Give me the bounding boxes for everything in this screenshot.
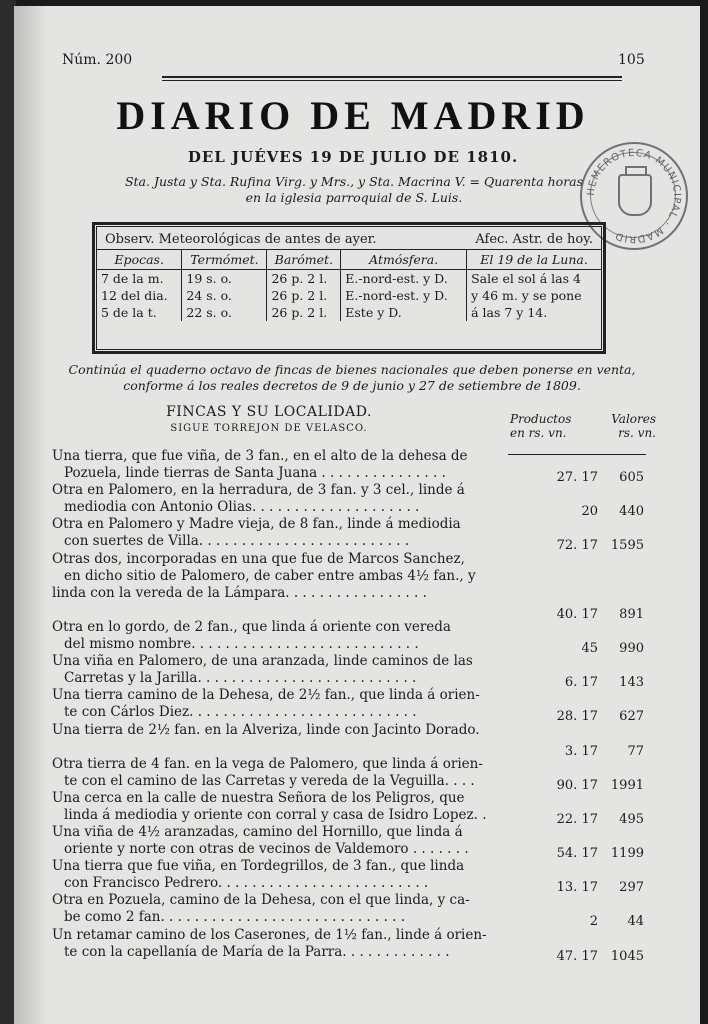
section-title: FINCAS Y SU LOCALIDAD. <box>166 404 372 420</box>
issue-number: Núm. 200 <box>62 52 133 68</box>
entry-valor-value: 1045 <box>610 948 644 964</box>
intro-paragraph <box>52 362 652 394</box>
atmosfera-cell: E.-nord-est. y D. E.-nord-est. y D. Este y D. <box>341 270 467 322</box>
property-list <box>52 448 652 964</box>
entry-text-line-1: Un retamar camino de los Caserones, de 1½ fan., linde á orien- <box>52 926 487 943</box>
entry-valor-value: 44 <box>627 914 644 930</box>
property-entry <box>52 858 652 896</box>
col-head-productos: Productos <box>510 412 572 426</box>
entry-text-line-2: en dicho sitio de Palomero, de caber entre ambas 4½ fan., y <box>64 567 476 584</box>
col-head-valores: Valores <box>611 412 656 426</box>
saints-of-the-day <box>64 174 644 206</box>
entry-text-line-1: Una tierra de 2½ fan. en la Alveriza, linde con Jacinto Dorado. <box>52 721 480 738</box>
entry-text-line-2: te con Cárlos Diez. . . . . . . . . . . . . . . . . . . . . . . . . . . <box>64 704 417 721</box>
entry-producto-value: 28. 17 <box>556 709 598 725</box>
property-entry <box>52 892 652 930</box>
intro-line-1: Continúa el quaderno octavo de fincas de bienes nacionales que deben ponerse en venta, <box>68 362 636 377</box>
entry-valor-value: 440 <box>619 504 644 520</box>
entry-valor-value: 77 <box>627 743 644 759</box>
col-atmosfera: Atmósfera. <box>341 250 467 270</box>
entry-valor-value: 891 <box>619 606 644 622</box>
page-number: 105 <box>618 52 645 68</box>
entry-valor-value: 1991 <box>610 777 644 793</box>
entry-text-line-2: linda á mediodia y oriente con corral y casa de Isidro Lopez. . <box>64 806 487 823</box>
entry-text-line-1: Otra en Pozuela, camino de la Dehesa, con el que linda, y ca- <box>52 892 470 909</box>
property-entry <box>52 789 652 827</box>
masthead-rule <box>162 76 622 81</box>
entry-producto-value: 90. 17 <box>556 777 598 793</box>
entry-producto-value: 47. 17 <box>556 948 598 964</box>
weather-box-heading <box>97 227 601 249</box>
property-entry <box>52 551 652 585</box>
entry-text-line-2: be como 2 fan. . . . . . . . . . . . . . . . . . . . . . . . . . . . . <box>64 909 406 926</box>
property-entry <box>52 721 652 759</box>
newspaper-title: DIARIO DE MADRID <box>116 93 590 138</box>
intro-line-2: conforme á los reales decretos de 9 de junio y 27 de setiembre de 1809. <box>123 378 581 393</box>
entry-valor-value: 1595 <box>610 538 644 554</box>
entry-text-line-2: Pozuela, linde tierras de Santa Juana . . . . . . . . . . . . . . . <box>64 465 446 481</box>
entry-producto-value: 40. 17 <box>556 606 598 622</box>
saints-line-2: en la iglesia parroquial de S. Luis. <box>245 190 463 205</box>
entry-valor-value: 297 <box>619 880 644 896</box>
entry-producto-value: 45 <box>581 640 598 656</box>
entry-producto-value: 13. 17 <box>556 880 598 896</box>
entry-producto-value: 3. 17 <box>564 743 598 759</box>
property-entry <box>52 824 652 862</box>
col-epocas: Epocas. <box>97 250 182 270</box>
col-head-valores-unit: rs. vn. <box>618 426 656 440</box>
entry-valor-value: 605 <box>619 470 644 485</box>
weather-heading-right: Afec. Astr. de hoy. <box>475 232 593 247</box>
entry-text-line-2: con Francisco Pedrero. . . . . . . . . . . . . . . . . . . . . . . . . <box>64 875 429 892</box>
entry-text-line-1: Otra tierra de 4 fan. en la vega de Palomero, que linda á orien- <box>52 755 483 772</box>
entry-producto-value: 6. 17 <box>564 675 598 691</box>
barometro-cell: 26 p. 2 l. 26 p. 2 l. 26 p. 2 l. <box>267 270 341 322</box>
entry-text-line-1: Una cerca en la calle de nuestra Señora de los Peligros, que <box>52 789 465 806</box>
value-column-headers <box>510 412 656 440</box>
entry-producto-value: 27. 17 <box>556 470 598 485</box>
entry-producto-value: 54. 17 <box>556 846 598 862</box>
entry-valor-value: 1199 <box>610 846 644 862</box>
entry-text-line-1: Otra en Palomero y Madre vieja, de 8 fan., linde á mediodia <box>52 516 461 533</box>
entry-text-line-1: Otras dos, incorporadas en una que fue de Marcos Sanchez, <box>52 550 465 567</box>
epocas-cell: 7 de la m. 12 del dia. 5 de la t. <box>101 271 168 320</box>
col-head-productos-unit: en rs. vn. <box>510 426 567 440</box>
property-entry <box>52 482 652 520</box>
property-entry <box>52 618 652 656</box>
entry-producto-value: 22. 17 <box>556 811 598 827</box>
col-barometro: Barómet. <box>267 250 341 270</box>
entry-text-line-1: Otra en lo gordo, de 2 fan., que linda á oriente con vereda <box>52 618 451 635</box>
page-gutter-shadow <box>14 6 48 1024</box>
entry-producto-value: 20 <box>581 504 598 520</box>
property-entry <box>52 584 652 622</box>
property-entry <box>52 755 652 793</box>
termometro-cell: 19 s. o. 24 s. o. 22 s. o. <box>182 270 267 322</box>
entry-text-line-1: linda con la vereda de la Lámpara. . . . . . . . . . . . . . . . . <box>52 584 427 601</box>
entry-producto-value: 2 <box>589 914 598 930</box>
entry-text-line-2: te con el camino de las Carretas y vereda de la Veguilla. . . . <box>64 772 475 789</box>
entry-valor-value: 143 <box>619 675 644 691</box>
entry-text-line-1: Una tierra que fue viña, en Tordegrillos, de 3 fan., que linda <box>52 858 465 875</box>
entry-text-line-2: con suertes de Villa. . . . . . . . . . . . . . . . . . . . . . . . . <box>64 533 410 550</box>
weather-table <box>97 249 601 321</box>
entry-valor-value: 495 <box>619 811 644 827</box>
entry-text-line-1: Otra en Palomero, en la herradura, de 3 fan. y 3 cel., linde á <box>52 482 465 499</box>
section-subtitle: SIGUE TORREJON DE VELASCO. <box>170 423 368 434</box>
property-entry <box>52 926 652 964</box>
entry-text-line-2: mediodia con Antonio Olias. . . . . . . . . . . . . . . . . . . . <box>64 499 420 516</box>
entry-text-line-1: Una viña en Palomero, de una aranzada, linde caminos de las <box>52 653 473 670</box>
luna-cell: Sale el sol á las 4 y 46 m. y se pone á las 7 y 14. <box>467 270 601 322</box>
entry-producto-value: 72. 17 <box>556 538 598 554</box>
saints-line-1: Sta. Justa y Sta. Rufina Virg. y Mrs., y Sta. Macrina V. = Quarenta horas <box>124 174 584 189</box>
entry-text-line-2: Carretas y la Jarilla. . . . . . . . . . . . . . . . . . . . . . . . . . <box>64 670 417 687</box>
entry-text-line-2: del mismo nombre. . . . . . . . . . . . . . . . . . . . . . . . . . . <box>64 635 419 652</box>
entry-text-line-1: Una viña de 4½ aranzadas, camino del Hornillo, que linda á <box>52 824 463 841</box>
col-luna: El 19 de la Luna. <box>467 250 601 270</box>
newspaper-page[interactable] <box>14 6 700 1024</box>
section-heading <box>114 404 424 434</box>
property-entry <box>52 653 652 691</box>
property-entry <box>52 516 652 554</box>
entry-text-line-1: Una tierra camino de la Dehesa, de 2½ fan., que linda á orien- <box>52 687 480 704</box>
entry-valor-value: 990 <box>619 640 644 656</box>
svg-text:HEMEROTECA MUNICIPAL · MADRID: HEMEROTECA MUNICIPAL · MADRID <box>585 147 683 245</box>
weather-heading-left: Observ. Meteorológicas de antes de ayer. <box>105 232 377 247</box>
weather-observations-box <box>92 222 606 354</box>
entry-text-line-2: te con la capellanía de María de la Parra. . . . . . . . . . . . . <box>64 943 450 960</box>
entry-valor-value: 627 <box>619 709 644 725</box>
property-entry <box>52 448 652 485</box>
entry-text-line-2: oriente y norte con otras de vecinos de Valdemoro . . . . . . . <box>64 841 469 858</box>
dateline: DEL JUÉVES 19 DE JULIO DE 1810. <box>187 148 519 166</box>
entry-text-line-1: Una tierra, que fue viña, de 3 fan., en el alto de la dehesa de <box>52 448 468 464</box>
col-termometro: Termómet. <box>182 250 267 270</box>
property-entry <box>52 687 652 725</box>
